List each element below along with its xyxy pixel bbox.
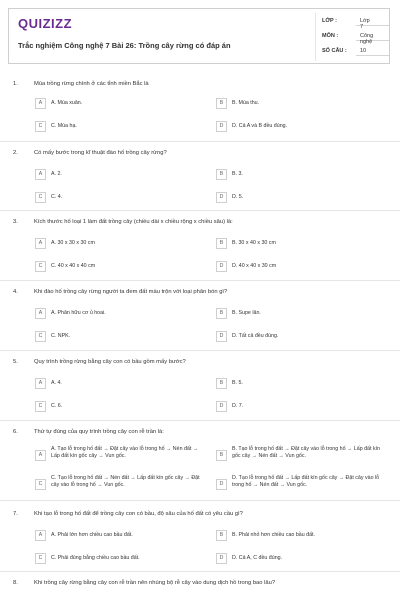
option-text: D. Tạo lỗ trong hố đất → Lấp đất kín gốc cây → Đặt cây vào lỗ trong hố → Nén đất → Vun gốc. — [232, 475, 380, 488]
option-text: A. Phải lớn hơn chiều cao bầu đất. — [51, 532, 133, 538]
question-number: 4. — [13, 289, 18, 295]
option-letter: A — [35, 308, 46, 319]
option-text: D. Tất cả đều đúng. — [232, 333, 279, 339]
option-text: C. Tạo lỗ trong hố đất → Nén đất → Lấp đất kín gốc cây → Đặt cây vào lỗ trong hố → Vun gốc. — [51, 475, 200, 488]
question-divider — [0, 350, 400, 351]
option-letter: B — [216, 530, 227, 541]
option-letter: B — [216, 378, 227, 389]
option-letter: D — [216, 401, 227, 412]
option-text: C. NPK. — [51, 333, 71, 339]
meta-count-value: 10 — [360, 48, 367, 54]
question-text: Thứ tự đúng của quy trình trồng cây con rễ trần là: — [34, 429, 164, 435]
question-divider — [0, 571, 400, 572]
option-letter: B — [216, 308, 227, 319]
option-letter: C — [35, 401, 46, 412]
option-text: B. 3. — [232, 171, 243, 177]
question-text: Mùa trồng rừng chính ở các tỉnh miền Bắc là — [34, 81, 149, 87]
option-text: D. 5. — [232, 194, 244, 200]
option-text: A. 30 x 30 x 30 cm — [51, 240, 95, 246]
option-letter: D — [216, 331, 227, 342]
option-letter: B — [216, 238, 227, 249]
option-text: D. Cả A và B đều đúng. — [232, 123, 288, 129]
question-text: Khi đào hố trồng cây rừng người ta đem đất màu trộn với loại phân bón gì? — [34, 289, 228, 295]
option-text: B. Phải nhỏ hơn chiều cao bầu đất. — [232, 532, 315, 538]
meta-grade-label: LỚP : — [322, 18, 337, 24]
option-text: D. 7. — [232, 403, 244, 409]
option-letter: A — [35, 169, 46, 180]
question-number: 1. — [13, 81, 18, 87]
option-text: A. 2. — [51, 171, 62, 177]
question-divider — [0, 141, 400, 142]
question-divider — [0, 280, 400, 281]
option-letter: A — [35, 98, 46, 109]
question-number: 7. — [13, 511, 18, 517]
option-text: B. 30 x 40 x 30 cm — [232, 240, 276, 246]
option-text: C. 40 x 40 x 40 cm — [51, 263, 96, 269]
question-number: 5. — [13, 359, 18, 365]
option-letter: D — [216, 121, 227, 132]
question-divider — [0, 420, 400, 421]
option-letter: B — [216, 98, 227, 109]
option-letter: B — [216, 169, 227, 180]
option-text: A. Tạo lỗ trong hố đất → Đặt cây vào lỗ trong hố → Nén đất → Lấp đất kín gốc cây → Vun gốc. — [51, 446, 199, 459]
option-letter: D — [216, 479, 227, 490]
option-letter: D — [216, 553, 227, 564]
option-letter: C — [35, 553, 46, 564]
option-letter: C — [35, 121, 46, 132]
option-letter: D — [216, 261, 227, 272]
option-text: B. Supe lân. — [232, 310, 261, 316]
option-text: C. 4. — [51, 194, 63, 200]
option-text: C. Mùa hạ. — [51, 123, 77, 129]
option-letter: B — [216, 450, 227, 461]
option-text: B. 5. — [232, 380, 243, 386]
meta-count-label: SỐ CÂU : — [322, 48, 347, 54]
question-text: Có mấy bước trong kĩ thuật đào hố trồng cây rừng? — [34, 150, 167, 156]
option-text: D. 40 x 40 x 30 cm — [232, 263, 277, 269]
option-letter: C — [35, 479, 46, 490]
option-letter: A — [35, 378, 46, 389]
question-text: Khi trồng cây rừng bằng cây con rễ trần nên nhúng bộ rễ cây vào dung dịch hồ trong bao lâu? — [34, 580, 276, 586]
option-text: B. Mùa thu. — [232, 100, 260, 106]
option-letter: C — [35, 192, 46, 203]
question-divider — [0, 210, 400, 211]
meta-subject-value: Công nghệ — [360, 33, 374, 45]
option-text: A. Mùa xuân. — [51, 100, 83, 106]
question-number: 6. — [13, 429, 18, 435]
option-text: D. Cả A, C đều đúng. — [232, 555, 283, 561]
option-text: C. 6. — [51, 403, 63, 409]
header-divider — [315, 13, 316, 61]
page-title: Trắc nghiệm Công nghệ 7 Bài 26: Trồng cây rừng có đáp án — [18, 41, 231, 50]
option-letter: C — [35, 261, 46, 272]
question-text: Kích thước hố loại 1 làm đất trồng cây (chiều dài x chiều rộng x chiều sâu) là: — [34, 219, 233, 225]
question-number: 3. — [13, 219, 18, 225]
option-text: A. Phân hữu cơ ủ hoai. — [51, 310, 106, 316]
option-letter: A — [35, 450, 46, 461]
meta-subject-label: MÔN : — [322, 33, 339, 39]
worksheet-header — [8, 8, 390, 64]
option-letter: A — [35, 238, 46, 249]
option-text: B. Tạo lỗ trong hố đất → Đặt cây vào lỗ trong hố → Lấp đất kín gốc cây → Nén đất → Vun gốc. — [232, 446, 381, 459]
option-letter: A — [35, 530, 46, 541]
question-number: 2. — [13, 150, 18, 156]
meta-grade-value: Lớp 7 — [360, 18, 370, 30]
question-divider — [0, 500, 400, 501]
quizizz-logo: QUIZIZZ — [18, 16, 73, 31]
option-letter: D — [216, 192, 227, 203]
question-text: Quy trình trồng rừng bằng cây con có bầu gồm mấy bước? — [34, 359, 186, 365]
question-text: Khi tạo lỗ trong hố đất để trồng cây con có bầu, độ sâu của hố đất có yêu cầu gì? — [34, 511, 243, 517]
option-text: A. 4. — [51, 380, 62, 386]
option-letter: C — [35, 331, 46, 342]
question-number: 8. — [13, 580, 18, 586]
option-text: C. Phải đúng bằng chiều cao bầu đất. — [51, 555, 140, 561]
